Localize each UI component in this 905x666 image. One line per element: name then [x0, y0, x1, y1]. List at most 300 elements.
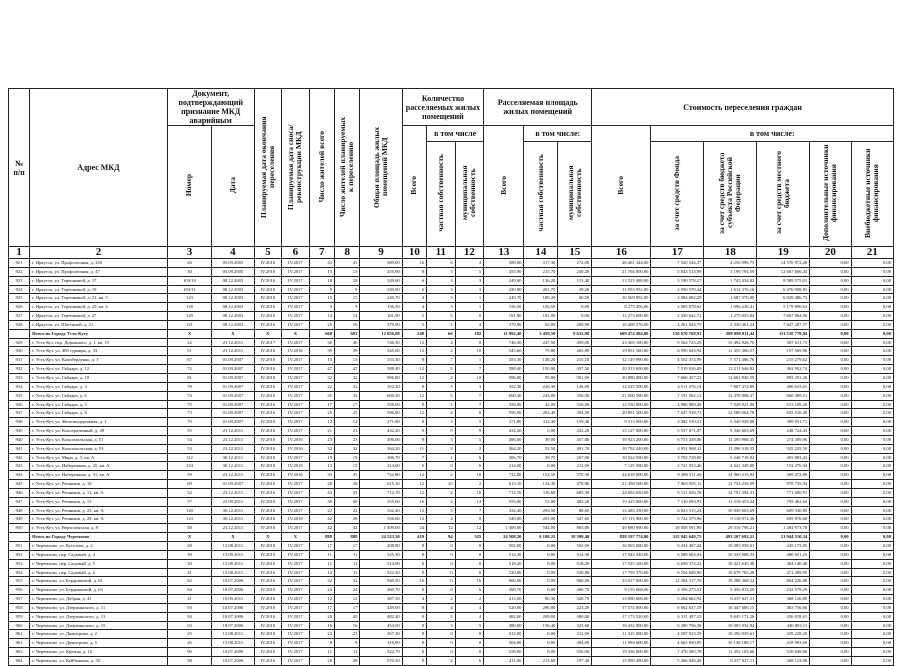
table-cell: 9 118 972,36	[704, 515, 757, 524]
table-cell: 0,00	[810, 347, 851, 356]
table-cell: 0,00	[851, 595, 894, 604]
address-cell: г. Черемхово, ул. Дзержинского, д. 13	[30, 612, 168, 621]
table-cell: 23	[309, 435, 334, 444]
table-cell: 22	[335, 382, 360, 391]
table-cell: 956	[9, 586, 30, 595]
table-cell: IV.2016	[254, 285, 282, 294]
address-cell: г. Усть-Кут, ул. Мира, д. 3, кв. А	[30, 453, 168, 462]
table-cell: 12	[402, 480, 426, 489]
table-cell: 949	[9, 515, 30, 524]
table-cell: 8	[402, 542, 426, 551]
table-cell: 23 365 100,00	[592, 338, 651, 347]
table-cell: 888	[309, 533, 334, 542]
table-cell: 10.07.2006	[212, 612, 254, 621]
table-cell: IV.2017	[282, 400, 310, 409]
table-cell: 946	[9, 488, 30, 497]
table-cell: 267,30	[360, 630, 402, 639]
table-cell: 480 651,25	[757, 550, 810, 559]
table-row	[9, 506, 894, 515]
table-row	[9, 559, 894, 568]
column-number: 3	[167, 247, 211, 259]
table-cell: 260,70	[360, 586, 402, 595]
table-cell: IV.2016	[254, 418, 282, 427]
table-cell: 0,00	[851, 586, 894, 595]
header-cost-total: Всего	[592, 126, 651, 247]
table-cell: IV.2016	[254, 586, 282, 595]
table-cell: 6	[455, 656, 484, 665]
table-cell: 42	[309, 515, 334, 524]
table-cell: 0,00	[810, 427, 851, 436]
table-cell: IV.2016	[254, 630, 282, 639]
subtotal-row	[9, 329, 894, 338]
table-cell: 353,30	[484, 356, 524, 365]
table-cell: 28	[335, 656, 360, 665]
table-cell: 0,00	[524, 542, 558, 551]
table-cell: 353,30	[360, 356, 402, 365]
table-cell: 655 516,49	[757, 409, 810, 418]
table-cell: 864 226,88	[757, 577, 810, 586]
table-cell: IV.2017	[282, 612, 310, 621]
table-cell: IV.2017	[282, 656, 310, 665]
table-cell: 136,20	[524, 276, 558, 285]
address-cell: г. Черемхово, пер. Садовый, д. 4	[30, 550, 168, 559]
table-cell: 14 576 972,28	[757, 259, 810, 268]
table-cell: IV.2017	[282, 603, 310, 612]
table-cell: 7 807 472,89	[704, 382, 757, 391]
table-cell: 5	[455, 418, 484, 427]
table-cell: 17	[309, 603, 334, 612]
table-cell: 214,00	[484, 462, 524, 471]
table-cell: IV.2017	[282, 382, 310, 391]
table-cell: 23.12.2011	[212, 338, 254, 347]
table-cell: 411,00	[484, 656, 524, 665]
table-cell: 10.07.2006	[212, 656, 254, 665]
header-area-private: частная собственность	[524, 142, 558, 247]
table-cell: 931	[9, 356, 30, 365]
table-cell: 32	[335, 373, 360, 382]
table-cell: 325 225,50	[757, 444, 810, 453]
table-cell: X	[282, 329, 310, 338]
table-cell: 7 666 457,33	[651, 373, 704, 382]
table-cell: 429 228,20	[757, 630, 810, 639]
table-cell: 38	[335, 515, 360, 524]
table-cell: 240,20	[558, 267, 592, 276]
table-cell: 2	[427, 471, 456, 480]
table-cell: 0,00	[810, 471, 851, 480]
table-row	[9, 427, 894, 436]
table-row	[9, 577, 894, 586]
table-cell: IV.2016	[254, 515, 282, 524]
table-cell: IV.2018	[282, 515, 310, 524]
table-cell: 0,00	[851, 462, 894, 471]
table-cell: 0,00	[810, 612, 851, 621]
table-cell: 0,00	[851, 347, 894, 356]
table-cell: 960	[9, 621, 30, 630]
column-number: 7	[309, 247, 334, 259]
table-cell: 0,00	[851, 373, 894, 382]
table-cell: 39,00	[524, 435, 558, 444]
table-cell: 7 571 486,76	[704, 356, 757, 365]
table-row	[9, 285, 894, 294]
table-cell: 17 525 160,00	[592, 559, 651, 568]
table-cell: 8 237 627,11	[704, 656, 757, 665]
table-cell: 7 847 287,57	[757, 320, 810, 329]
table-cell: 16 408 576,00	[592, 320, 651, 329]
address-cell: г. Черемхово, ул. Куйбышева, д. 35	[30, 656, 168, 665]
table-cell: 888	[335, 533, 360, 542]
table-cell: 6 662 637,19	[651, 603, 704, 612]
table-cell: 1 409,00	[360, 524, 402, 533]
table-cell: 6	[402, 276, 426, 285]
table-cell: 2	[427, 488, 456, 497]
table-cell: IV.2016	[254, 259, 282, 268]
table-cell: 126,00	[558, 382, 592, 391]
table-cell: IV.2016	[282, 471, 310, 480]
table-cell: 42	[335, 524, 360, 533]
table-cell: 123	[167, 515, 211, 524]
table-cell: 795 462,64	[757, 497, 810, 506]
table-cell: 959	[9, 612, 30, 621]
table-cell: 15.08.2011	[212, 630, 254, 639]
table-cell: 41	[335, 259, 360, 268]
table-cell: 14 960 215,94	[704, 471, 757, 480]
table-cell: 942	[9, 453, 30, 462]
table-cell: 465,80	[558, 347, 592, 356]
table-cell: 10 524 500,00	[592, 453, 651, 462]
table-cell: 10.07.2006	[212, 577, 254, 586]
table-row	[9, 595, 894, 604]
table-cell: 418 993,60	[757, 639, 810, 648]
table-cell: 2	[427, 656, 456, 665]
table-row	[9, 276, 894, 285]
table-cell: 69	[167, 480, 211, 489]
table-cell: 609 330,85	[757, 506, 810, 515]
table-cell: 10	[427, 480, 456, 489]
table-cell: 8	[455, 559, 484, 568]
table-cell: 8	[402, 648, 426, 657]
table-cell: 958	[9, 603, 30, 612]
table-cell: 3 356 275,51	[651, 586, 704, 595]
table-cell: 47	[335, 365, 360, 374]
table-cell: 60,50	[558, 294, 592, 303]
header-area-total: Всего	[484, 126, 524, 247]
table-cell: 0,00	[524, 639, 558, 648]
table-cell: 358,00	[484, 400, 524, 409]
table-cell: 32	[335, 444, 360, 453]
column-number: 16	[592, 247, 651, 259]
table-cell: 7	[455, 365, 484, 374]
table-cell: X	[212, 329, 254, 338]
address-cell: г. Усть-Кут, пер. Дорожного, д. 1, кв. 10	[30, 338, 168, 347]
table-cell: 356,50	[558, 391, 592, 400]
table-cell: 10 085 958,61	[704, 542, 757, 551]
address-cell: г. Усть-Кут, ул. Комсомольская, д. 53	[30, 444, 168, 453]
table-cell: 491,70	[558, 444, 592, 453]
table-cell: 7 125 500,00	[592, 462, 651, 471]
table-cell: 21 458 500,00	[592, 480, 651, 489]
table-cell: 32	[309, 373, 334, 382]
table-cell: 0,00	[851, 356, 894, 365]
header-cost-extra: Дополнительные источники финансирования	[810, 142, 851, 247]
table-cell: 960,00	[558, 577, 592, 586]
table-cell: 0,00	[851, 488, 894, 497]
table-cell: 8	[455, 338, 484, 347]
table-cell: IV.2017	[282, 550, 310, 559]
table-cell: 7	[402, 453, 426, 462]
table-cell: 21 704 000,00	[592, 267, 651, 276]
table-cell: 12	[402, 471, 426, 480]
table-cell: 926	[9, 303, 30, 312]
table-cell: 13	[309, 462, 334, 471]
table-cell: IV.2016	[254, 480, 282, 489]
table-cell: 15.08.2011	[212, 542, 254, 551]
table-cell: 0,00	[810, 391, 851, 400]
column-number: 1	[9, 247, 30, 259]
table-cell: 10 792 240,00	[592, 444, 651, 453]
table-cell: 952	[9, 550, 30, 559]
table-cell: 406 653,01	[757, 382, 810, 391]
table-cell: 419	[402, 533, 426, 542]
table-cell: 4	[455, 603, 484, 612]
table-cell: 13	[309, 356, 334, 365]
table-cell: 156,50	[524, 303, 558, 312]
table-cell: 695 876,68	[757, 515, 810, 524]
column-number: 8	[335, 247, 360, 259]
table-cell: 514,30	[484, 550, 524, 559]
table-cell: 0,00	[851, 656, 894, 665]
address-cell: г. Черемхово, ул. Бердниковой, д. 61	[30, 577, 168, 586]
table-cell: 9	[402, 427, 426, 436]
table-cell: 10.07.2006	[212, 603, 254, 612]
table-cell: 17 793 370,00	[592, 568, 651, 577]
table-cell: 156,40	[524, 621, 558, 630]
table-cell: 8	[335, 639, 360, 648]
column-number: 18	[704, 247, 757, 259]
header-number: № п/п	[9, 89, 30, 247]
table-row	[9, 515, 894, 524]
table-cell: 936	[9, 400, 30, 409]
table-cell: 2	[427, 595, 456, 604]
table-row	[9, 524, 894, 533]
table-cell: 32	[309, 444, 334, 453]
table-cell: 11	[309, 550, 334, 559]
table-cell: 6	[455, 462, 484, 471]
address-cell: г. Усть-Кут, ул. Речников, д. 13	[30, 497, 168, 506]
table-cell: 9 564 725,29	[651, 338, 704, 347]
table-cell: 0,00	[851, 418, 894, 427]
table-cell: 272,00	[558, 259, 592, 268]
table-cell: 0,00	[810, 303, 851, 312]
table-cell: 18	[335, 276, 360, 285]
address-cell: г. Усть-Кут, ул. Речников, д. 23, кв. А	[30, 506, 168, 515]
address-cell: г. Усть-Кут, ул. Речников, д. 10	[30, 480, 168, 489]
table-cell: 72	[167, 365, 211, 374]
table-row	[9, 373, 894, 382]
table-cell: 129	[167, 312, 211, 321]
table-cell: 10	[455, 488, 484, 497]
table-cell: 555,00	[484, 497, 524, 506]
table-cell: 12 211 646,82	[704, 365, 757, 374]
table-cell: X	[254, 329, 282, 338]
table-cell: 22	[167, 338, 211, 347]
table-cell: 5	[427, 312, 456, 321]
table-cell: IV.2016	[254, 568, 282, 577]
table-cell: 0,00	[851, 524, 894, 533]
table-cell: 10 447 606,15	[704, 603, 757, 612]
table-cell: 152,50	[524, 471, 558, 480]
table-cell: 0,00	[524, 648, 558, 657]
table-cell: 23.12.2011	[212, 471, 254, 480]
table-cell: 507 611,73	[757, 338, 810, 347]
address-cell: г. Иркутск, ул. Терешковой, д. 25, кв. 6	[30, 303, 168, 312]
table-cell: 12	[402, 373, 426, 382]
table-cell: 15 492 826,70	[704, 338, 757, 347]
table-cell: 518,20	[484, 559, 524, 568]
table-cell: 6 023 315,24	[651, 506, 704, 515]
table-cell: 23.09.2011	[212, 497, 254, 506]
table-row	[9, 550, 894, 559]
table-cell: 941	[9, 444, 30, 453]
table-cell: 369 472,80	[757, 471, 810, 480]
table-cell: 10 569 992,00	[592, 294, 651, 303]
table-cell: IV.2016	[254, 356, 282, 365]
address-cell: г. Усть-Кут, ул. Кооперативный, д. 49	[30, 427, 168, 436]
table-cell: 0,00	[851, 648, 894, 657]
table-cell: 0,00	[810, 568, 851, 577]
table-cell: 12	[427, 524, 456, 533]
table-cell: 0,00	[810, 329, 851, 338]
table-cell: 556,00	[558, 648, 592, 657]
table-cell: 223,20	[558, 603, 592, 612]
table-cell: 0,00	[810, 656, 851, 665]
table-cell: 352,30	[484, 382, 524, 391]
table-cell: 947	[9, 497, 30, 506]
table-cell: 963	[9, 648, 30, 657]
table-cell: 14	[309, 312, 334, 321]
table-cell: 94	[427, 533, 456, 542]
table-cell: 103/11	[167, 285, 211, 294]
table-cell: 30.12.2011	[212, 515, 254, 524]
table-cell: IV.2017	[282, 648, 310, 657]
table-cell: 20 880 000,00	[592, 373, 651, 382]
table-cell: 5	[427, 365, 456, 374]
table-cell: 9 288 311,26	[651, 471, 704, 480]
table-cell: 921	[9, 259, 30, 268]
table-cell: 19 288 368,32	[704, 577, 757, 586]
table-cell: 8 632,90	[558, 329, 592, 338]
header-total-area: Общая площадь жилых помещений МКД	[360, 89, 402, 247]
table-cell: 0,00	[810, 542, 851, 551]
table-cell: 35	[335, 471, 360, 480]
table-cell: 0,00	[558, 303, 592, 312]
table-cell: 3 702 728,00	[651, 453, 704, 462]
table-cell: 17 343 340,00	[592, 550, 651, 559]
table-cell: 16 965 600,00	[592, 542, 651, 551]
table-cell: 4 261 024,79	[651, 320, 704, 329]
table-cell: 9	[427, 444, 456, 453]
table-cell: 924	[9, 285, 30, 294]
table-cell: 8	[455, 630, 484, 639]
table-cell: 609 474 484,00	[592, 329, 651, 338]
table-cell: 0,00	[810, 418, 851, 427]
table-cell: 8	[309, 639, 334, 648]
table-cell: 12	[402, 506, 426, 515]
table-row	[9, 294, 894, 303]
table-cell: 939	[9, 427, 30, 436]
column-number: 11	[427, 247, 456, 259]
table-cell: 23.12.2011	[212, 444, 254, 453]
table-cell: 17	[335, 542, 360, 551]
table-cell: 0,00	[524, 427, 558, 436]
table-cell: 12	[402, 409, 426, 418]
table-cell: 325	[455, 533, 484, 542]
table-cell: 943	[9, 462, 30, 471]
table-row	[9, 259, 894, 268]
header-cost-including: в том числе:	[651, 126, 894, 142]
address-cell: г. Черемхово, пер. Садовый, д. 5	[30, 559, 168, 568]
table-cell: 215,10	[558, 356, 592, 365]
table-cell: 9	[335, 303, 360, 312]
address-cell: г. Усть-Кут, ул. Железнодорожная, д. 1	[30, 418, 168, 427]
table-row	[9, 648, 894, 657]
table-cell: 0,00	[810, 577, 851, 586]
table-cell: 14 483 250,00	[592, 506, 651, 515]
table-cell: 938	[9, 418, 30, 427]
table-cell: 19	[335, 453, 360, 462]
table-cell: 42,00	[524, 400, 558, 409]
table-cell: 14	[455, 497, 484, 506]
table-cell: 232 579,29	[757, 586, 810, 595]
header-area-municipal: муниципальная собственность	[558, 142, 592, 247]
table-cell: 29,20	[558, 285, 592, 294]
table-cell: 63	[167, 621, 211, 630]
table-cell: 16	[335, 320, 360, 329]
table-cell: 30	[335, 338, 360, 347]
table-cell: 9	[335, 285, 360, 294]
table-cell: 30	[167, 267, 211, 276]
table-cell: 3	[455, 382, 484, 391]
table-cell: 11	[402, 444, 426, 453]
table-cell: 17 173 520,00	[592, 612, 651, 621]
table-cell: 17	[309, 400, 334, 409]
table-cell: 3	[455, 276, 484, 285]
table-cell: 64	[167, 586, 211, 595]
table-cell: 181,90	[484, 312, 524, 321]
table-cell: 4	[455, 259, 484, 268]
table-cell: 0	[455, 312, 484, 321]
table-cell: 10 421 645,38	[704, 559, 757, 568]
table-cell: 4	[455, 612, 484, 621]
table-cell	[9, 329, 30, 338]
table-cell: 134	[167, 462, 211, 471]
table-row	[9, 391, 894, 400]
table-cell: 95,80	[524, 373, 558, 382]
table-cell: 0,00	[810, 409, 851, 418]
header-planned-demolition: Планируемая дата сноса/реконструкции МКД	[282, 89, 310, 247]
table-row	[9, 356, 894, 365]
table-cell: 78	[167, 382, 211, 391]
table-cell: 932	[9, 365, 30, 374]
table-cell: 8	[455, 515, 484, 524]
address-cell: г. Черемхово, ул. Дзержинского, д. 11	[30, 603, 168, 612]
column-number: 19	[757, 247, 810, 259]
table-cell: 3	[427, 303, 456, 312]
table-cell: 28	[309, 480, 334, 489]
table-cell: 20 891 500,00	[592, 409, 651, 418]
table-cell: 0,00	[524, 568, 558, 577]
table-cell: 316,90	[360, 639, 402, 648]
table-cell: 12	[402, 515, 426, 524]
